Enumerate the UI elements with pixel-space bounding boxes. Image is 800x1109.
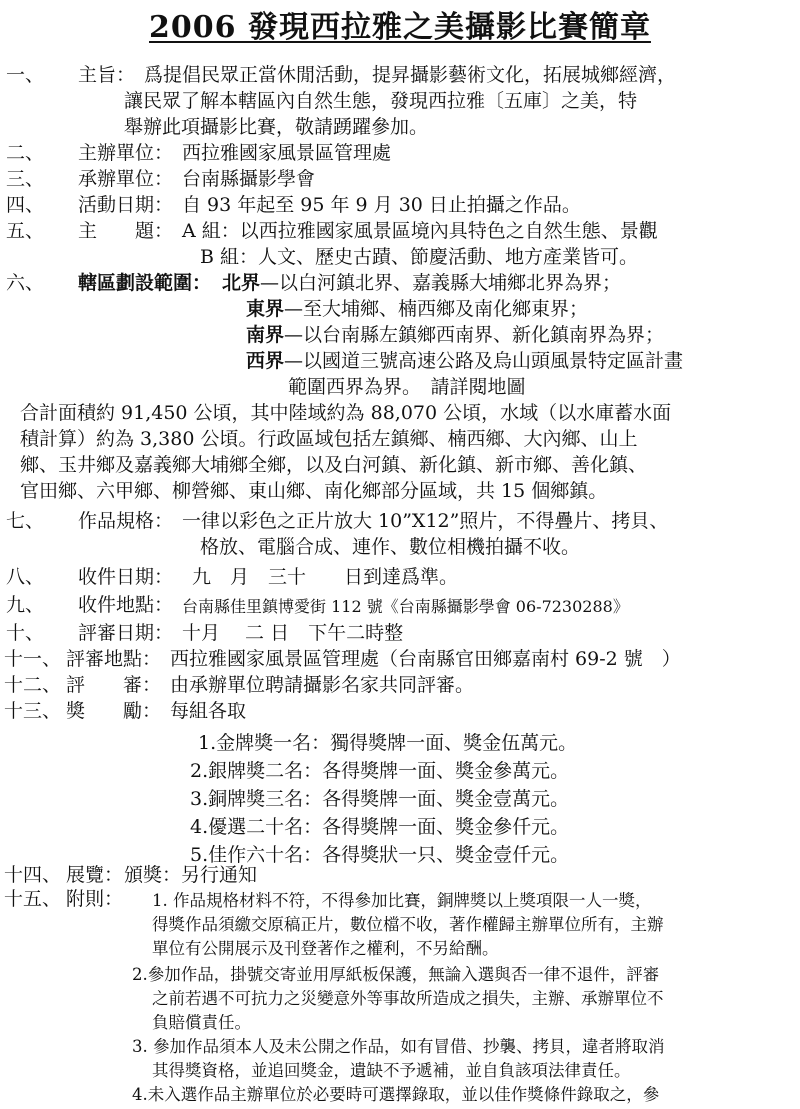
section-number: 三、 bbox=[6, 168, 45, 190]
boundary-direction: 南界 bbox=[246, 324, 285, 346]
section-number: 十三、 bbox=[4, 700, 62, 722]
rule-line: 1. 作品規格材料不符，不得參加比賽，銅牌獎以上獎項限一人一獎， bbox=[152, 891, 652, 910]
boundary-text: —至大埔鄉、楠西鄉及南化鄉東界； bbox=[284, 298, 589, 320]
section-number: 七、 bbox=[6, 510, 45, 532]
section-text: 由承辦單位聘請攝影名家共同評審。 bbox=[170, 674, 475, 696]
section-receive-date bbox=[0, 564, 800, 590]
boundary-extra: 範圍西界為界。 請詳閱地圖 bbox=[288, 376, 526, 398]
rule-line: 2.參加作品，掛號交寄並用厚紙板保護，無論入選與否一律不退件，評審 bbox=[132, 965, 660, 984]
section-number: 十、 bbox=[6, 622, 45, 644]
boundary-line bbox=[246, 348, 683, 374]
section-label: 收件地點： bbox=[78, 594, 174, 616]
section-number: 二、 bbox=[6, 142, 45, 164]
section-number: 八、 bbox=[6, 566, 45, 588]
section-text: 西拉雅國家風景區管理處（台南縣官田鄉嘉南村 69-2 號 ） bbox=[170, 648, 681, 670]
boundary-direction: 北界 bbox=[222, 272, 261, 294]
section-label: 評審地點： bbox=[66, 648, 162, 670]
section-label: 活動日期： bbox=[78, 194, 174, 216]
section-text: 台南縣攝影學會 bbox=[182, 168, 316, 190]
section-label: 作品規格： bbox=[78, 510, 174, 532]
section-text: 西拉雅國家風景區管理處 bbox=[182, 142, 392, 164]
section-number: 九、 bbox=[6, 594, 45, 616]
section-theme bbox=[0, 218, 800, 244]
section-label: 主 題： bbox=[78, 220, 174, 242]
section-label: 評 審： bbox=[66, 674, 162, 696]
rule-line: 得獎作品須繳交原稿正片，數位檔不收，著作權歸主辦單位所有，主辦 bbox=[152, 915, 664, 934]
section-exhibition bbox=[0, 862, 800, 888]
theme-group-b: B 組：人文、歷史古蹟、節慶活動、地方產業皆可。 bbox=[200, 246, 639, 268]
boundary-line bbox=[246, 322, 664, 348]
section-judging-location bbox=[0, 646, 800, 672]
section-number: 五、 bbox=[6, 220, 45, 242]
section-purpose bbox=[0, 62, 800, 88]
section-number: 四、 bbox=[6, 194, 45, 216]
section-label: 展覽： bbox=[66, 864, 124, 886]
section-text: 一律以彩色之正片放大 10”X12”照片，不得疊片、拷貝、 bbox=[182, 510, 669, 532]
theme-group-a: A 組：以西拉雅國家風景區境內具特色之自然生態、景觀 bbox=[182, 220, 658, 242]
section-label: 評審日期： bbox=[78, 622, 174, 644]
award-item: 5.佳作六十名：各得獎狀一只、獎金壹仟元。 bbox=[190, 844, 570, 866]
section-number: 十一、 bbox=[4, 648, 62, 670]
rule-line: 負賠償責任。 bbox=[152, 1013, 251, 1032]
rule-line: 之前若遇不可抗力之災變意外等事故所造成之損失，主辦、承辦單位不 bbox=[152, 989, 664, 1008]
section-text: 自 93 年起至 95 年 9 月 30 日止拍攝之作品。 bbox=[182, 194, 581, 216]
section-organizer bbox=[0, 140, 800, 166]
boundary-text: —以白河鎮北界、嘉義縣大埔鄉北界為界； bbox=[260, 272, 622, 294]
section-co-organizer bbox=[0, 166, 800, 192]
section-region bbox=[0, 270, 800, 296]
section-label: 承辦單位： bbox=[78, 168, 174, 190]
section-text: 十月 二 日 下午二時整 bbox=[182, 622, 404, 644]
boundary-text: —以國道三號高速公路及烏山頭風景特定區計畫 bbox=[284, 350, 684, 372]
section-label: 附則： bbox=[66, 888, 124, 910]
section-label: 主旨： bbox=[78, 64, 136, 86]
award-item: 2.銀牌獎二名：各得獎牌一面、獎金參萬元。 bbox=[190, 760, 570, 782]
section-text: 格放、電腦合成、連作、數位相機拍攝不收。 bbox=[200, 536, 581, 558]
section-awards bbox=[0, 698, 800, 724]
section-label: 收件日期： bbox=[78, 566, 174, 588]
section-text: 頒獎：另行通知 bbox=[124, 864, 258, 886]
section-text: 九 月 三十 日到達爲準。 bbox=[192, 566, 459, 588]
rule-line: 4.未入選作品主辦單位於必要時可選擇錄取，並以佳作獎條件錄取之，參 bbox=[132, 1085, 660, 1104]
region-paragraph: 積計算）約為 3,380 公頃。行政區域包括左鎮鄉、楠西鄉、大內鄉、山上 bbox=[20, 428, 638, 450]
section-text: 每組各取 bbox=[170, 700, 247, 722]
boundary-direction: 東界 bbox=[246, 298, 285, 320]
section-text: 台南縣佳里鎮博愛街 112 號《台南縣攝影學會 06-7230288》 bbox=[182, 597, 629, 616]
boundary-line bbox=[246, 296, 588, 322]
region-paragraph: 官田鄉、六甲鄉、柳營鄉、東山鄉、南化鄉部分區域，共 15 個鄉鎮。 bbox=[20, 480, 608, 502]
section-text: 讓民眾了解本轄區內自然生態，發現西拉雅〔五庫〕之美，特 bbox=[124, 90, 638, 112]
section-receive-location bbox=[0, 592, 800, 618]
award-item: 4.優選二十名：各得獎牌一面、獎金參仟元。 bbox=[190, 816, 570, 838]
boundary-text: —以台南縣左鎮鄉西南界、新化鎮南界為界； bbox=[284, 324, 665, 346]
section-dates bbox=[0, 192, 800, 218]
award-item: 1.金牌獎一名：獨得獎牌一面、獎金伍萬元。 bbox=[198, 732, 578, 754]
rule-line: 單位有公開展示及刊登著作之權利，不另給酬。 bbox=[152, 939, 499, 958]
section-label: 轄區劃設範圍： bbox=[78, 272, 212, 294]
rule-line: 其得獎資格，並追回獎金，遺缺不予遞補，並自負該項法律責任。 bbox=[152, 1061, 631, 1080]
section-number: 一、 bbox=[6, 64, 45, 86]
section-label: 主辦單位： bbox=[78, 142, 174, 164]
section-text: 舉辦此項攝影比賽，敬請踴躍參加。 bbox=[124, 116, 429, 138]
page-title: 2006 發現西拉雅之美攝影比賽簡章 bbox=[149, 10, 651, 45]
boundary-direction: 西界 bbox=[246, 350, 285, 372]
section-spec bbox=[0, 508, 800, 534]
region-paragraph: 合計面積約 91,450 公頃，其中陸域約為 88,070 公頃，水域（以水庫蓄水面 bbox=[20, 402, 672, 424]
award-item: 3.銅牌獎三名：各得獎牌一面、獎金壹萬元。 bbox=[190, 788, 570, 810]
section-number: 十四、 bbox=[4, 864, 62, 886]
section-number: 六、 bbox=[6, 272, 45, 294]
section-judges bbox=[0, 672, 800, 698]
section-judging-date bbox=[0, 620, 800, 646]
rule-line: 3. 參加作品須本人及未公開之作品，如有冒借、抄襲、拷貝，違者將取消 bbox=[132, 1037, 665, 1056]
section-number: 十二、 bbox=[4, 674, 62, 696]
section-label: 獎 勵： bbox=[66, 700, 162, 722]
region-paragraph: 鄉、玉井鄉及嘉義鄉大埔鄉全鄉，以及白河鎮、新化鎮、新市鄉、善化鎮、 bbox=[20, 454, 648, 476]
section-number: 十五、 bbox=[4, 888, 62, 910]
section-text: 爲提倡民眾正當休閒活動，提昇攝影藝術文化，拓展城鄉經濟， bbox=[144, 64, 677, 86]
